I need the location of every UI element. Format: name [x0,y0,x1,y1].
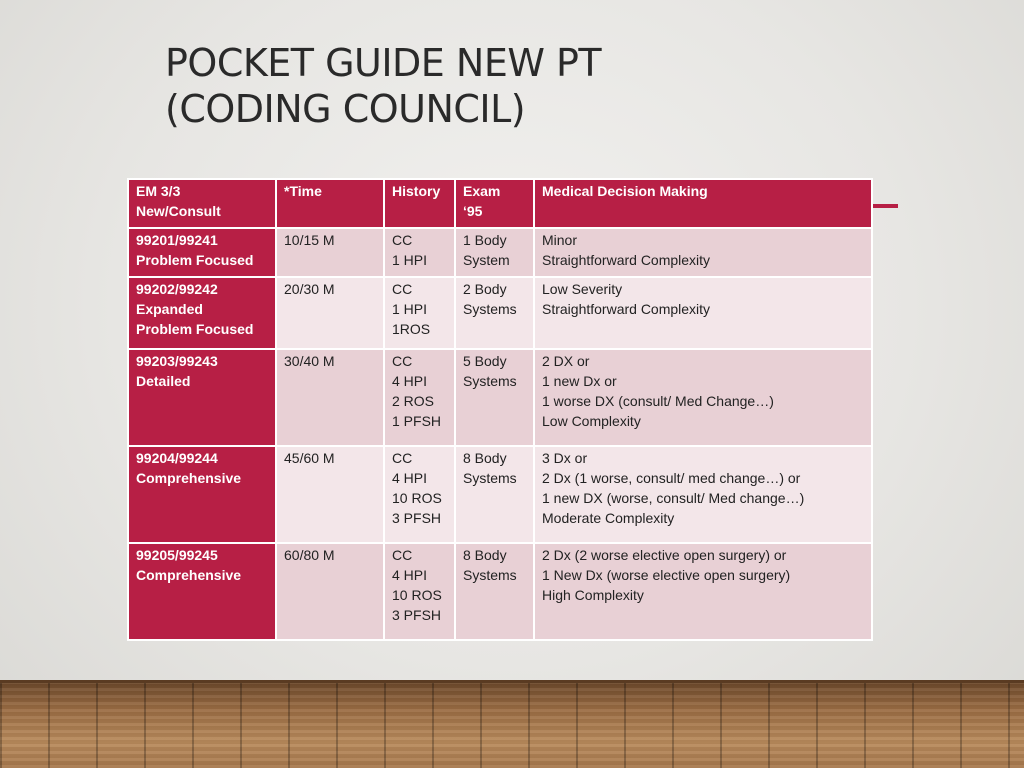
cell-text: 1 worse DX (consult/ Med Change…) [542,393,774,409]
cell-text: 10 ROS [392,490,442,506]
header-history [384,179,455,228]
table-row [128,446,872,543]
cell-text: 1 HPI [392,301,428,317]
cell-text: 3 PFSH [392,607,442,623]
cell-text: 1ROS [392,321,431,337]
cell-text: 99201/99241 [136,232,218,248]
row-code-cell [128,543,276,640]
row-mdm-cell [534,543,872,640]
slide-title-line-2: (CODING COUNCIL) [165,87,526,131]
cell-text: CC [392,547,413,563]
header-time [276,179,384,228]
cell-text: 1 new Dx or [542,373,617,389]
cell-text: 1 New Dx (worse elective open surgery) [542,567,791,583]
row-mdm-cell [534,446,872,543]
row-history-cell [384,543,455,640]
header-text: New/Consult [136,203,221,219]
cell-text: 45/60 M [284,450,335,466]
cell-text: CC [392,450,413,466]
cell-text: 1 PFSH [392,413,442,429]
cell-text: CC [392,353,413,369]
cell-text: Problem Focused [136,252,254,268]
header-medical-decision-making [534,179,872,228]
cell-text: 2 Dx (1 worse, consult/ med change…) or [542,470,801,486]
cell-text: 4 HPI [392,470,428,486]
cell-text: High Complexity [542,587,644,603]
row-time-cell [276,349,384,446]
cell-text: Straightforward Complexity [542,301,711,317]
cell-text: 60/80 M [284,547,335,563]
row-exam-cell [455,228,534,277]
cell-text: System [463,252,510,268]
cell-text: Systems [463,301,517,317]
cell-text: Systems [463,567,517,583]
row-history-cell [384,446,455,543]
row-exam-cell [455,543,534,640]
cell-text: 99203/99243 [136,353,218,369]
row-mdm-cell [534,349,872,446]
cell-text: 99202/99242 [136,281,218,297]
slide-title-line-1: POCKET GUIDE NEW PT [165,41,602,85]
row-time-cell [276,228,384,277]
row-history-cell [384,349,455,446]
cell-text: Low Severity [542,281,623,297]
header-text: EM 3/3 [136,183,181,199]
cell-text: 2 ROS [392,393,435,409]
header-text: Medical Decision Making [542,183,708,199]
header-em-new-consult [128,179,276,228]
slide-title [165,40,601,132]
row-exam-cell [455,277,534,349]
cell-text: 8 Body [463,450,507,466]
cell-text: 4 HPI [392,567,428,583]
header-text: History [392,183,441,199]
row-code-cell [128,277,276,349]
cell-text: 10 ROS [392,587,442,603]
row-mdm-cell [534,228,872,277]
cell-text: Moderate Complexity [542,510,675,526]
cell-text: Low Complexity [542,413,641,429]
cell-text: CC [392,281,413,297]
row-mdm-cell [534,277,872,349]
cell-text: 5 Body [463,353,507,369]
cell-text: Straightforward Complexity [542,252,711,268]
table-row [128,349,872,446]
row-history-cell [384,228,455,277]
cell-text: Expanded [136,301,203,317]
cell-text: 1 HPI [392,252,428,268]
cell-text: 10/15 M [284,232,335,248]
table-row [128,228,872,277]
cell-text: Problem Focused [136,321,254,337]
accent-line [870,204,898,208]
table-row [128,277,872,349]
row-time-cell [276,446,384,543]
cell-text: 3 Dx or [542,450,588,466]
cell-text: 99205/99245 [136,547,218,563]
row-time-cell [276,543,384,640]
row-time-cell [276,277,384,349]
row-history-cell [384,277,455,349]
row-exam-cell [455,349,534,446]
table-row [128,543,872,640]
cell-text: 20/30 M [284,281,335,297]
cell-text: Comprehensive [136,470,242,486]
cell-text: Systems [463,373,517,389]
table-header-row [128,179,872,228]
cell-text: Systems [463,470,517,486]
cell-text: 4 HPI [392,373,428,389]
cell-text: Detailed [136,373,191,389]
cell-text: Comprehensive [136,567,242,583]
header-text: ‘95 [463,203,483,219]
row-code-cell [128,228,276,277]
cell-text: 1 Body [463,232,507,248]
row-code-cell [128,349,276,446]
row-code-cell [128,446,276,543]
row-exam-cell [455,446,534,543]
cell-text: 30/40 M [284,353,335,369]
cell-text: CC [392,232,413,248]
cell-text: 2 Dx (2 worse elective open surgery) or [542,547,787,563]
cell-text: 3 PFSH [392,510,442,526]
cell-text: 2 Body [463,281,507,297]
cell-text: 2 DX or [542,353,590,369]
header-text: Exam [463,183,501,199]
cell-text: 99204/99244 [136,450,218,466]
header-text: *Time [284,183,322,199]
em-coding-table [127,178,873,641]
header-exam [455,179,534,228]
cell-text: Minor [542,232,578,248]
cell-text: 8 Body [463,547,507,563]
wood-floor-background [0,683,1024,768]
cell-text: 1 new DX (worse, consult/ Med change…) [542,490,805,506]
